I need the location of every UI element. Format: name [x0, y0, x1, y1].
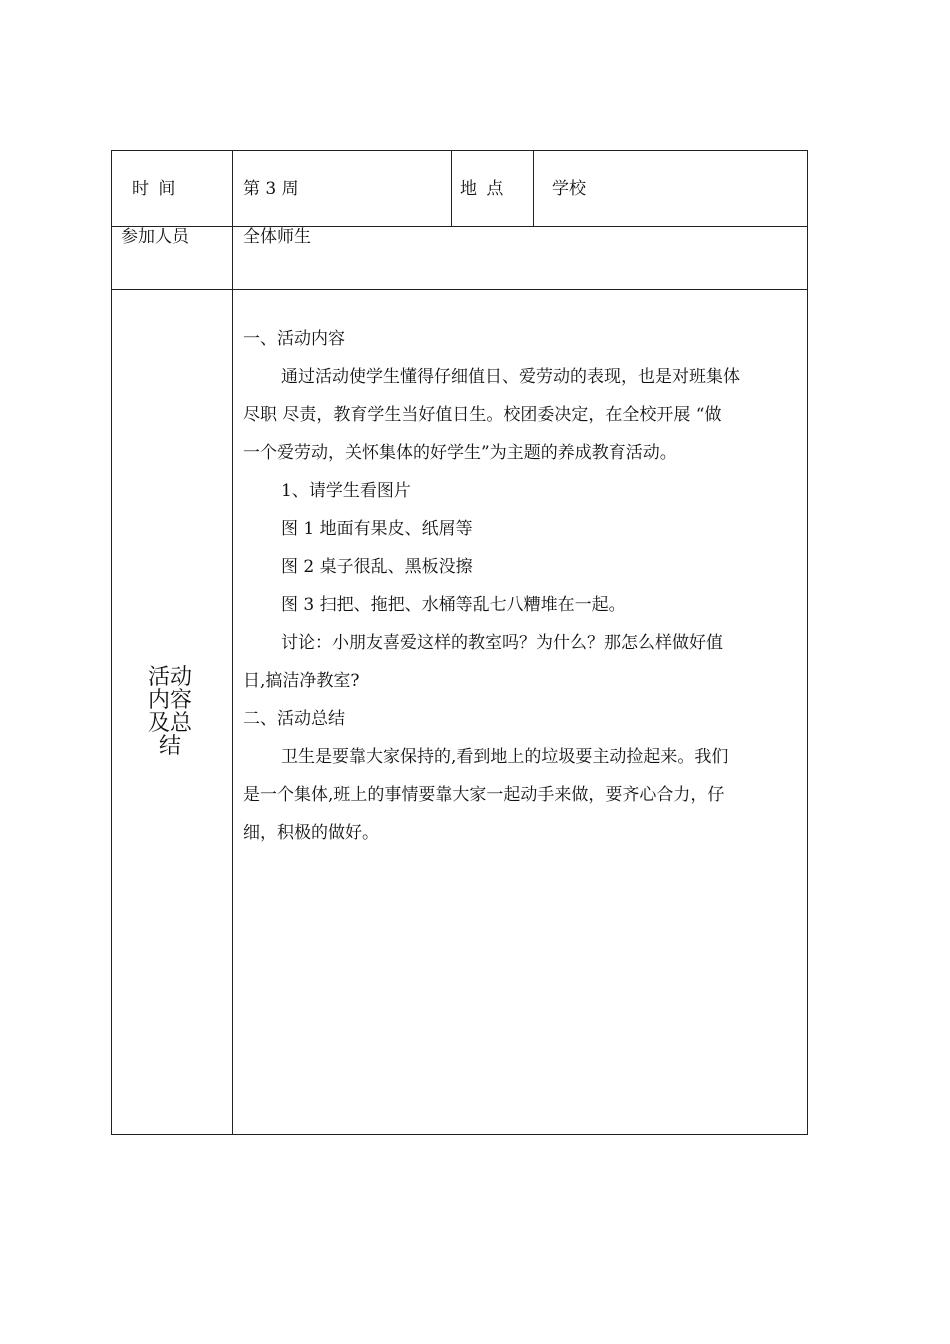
summary-line1: 卫生是要靠大家保持的,看到地上的垃圾要主动捡起来。我们 — [281, 747, 729, 768]
content-row — [112, 290, 808, 1135]
place-value: 学校 — [552, 179, 586, 199]
section1-title: 一、活动内容 — [243, 329, 345, 350]
activity-record-table — [111, 150, 808, 1135]
section2-title: 二、活动总结 — [243, 709, 345, 730]
content-cell — [233, 290, 808, 1135]
participants-value-cell — [233, 227, 808, 290]
section1-para-line2: 尽职 尽责，教育学生当好值日生。校团委决定，在全校开展 “做 — [243, 405, 722, 426]
time-value-cell — [233, 151, 452, 227]
participants-label-cell — [112, 227, 233, 290]
picture2-text: 图 2 桌子很乱、黑板没擦 — [281, 557, 473, 578]
place-label: 地 点 — [460, 179, 506, 199]
section1-para-line1: 通过活动使学生懂得仔细值日、爱劳动的表现，也是对班集体 — [281, 367, 740, 388]
place-value-cell — [534, 151, 808, 227]
time-value: 第 3 周 — [243, 179, 299, 199]
time-label: 时 间 — [132, 179, 178, 199]
participants-row — [112, 227, 808, 290]
picture1-text: 图 1 地面有果皮、纸屑等 — [281, 519, 473, 540]
content-label: 活动内容及总结 — [147, 665, 192, 760]
time-label-cell — [112, 151, 233, 227]
picture3-text: 图 3 扫把、拖把、水桶等乱七八糟堆在一起。 — [281, 595, 626, 616]
section1-para-line3: 一个爱劳动，关怀集体的好学生”为主题的养成教育活动。 — [243, 443, 677, 464]
content-body — [233, 290, 807, 852]
participants-label: 参加人员 — [121, 227, 189, 248]
time-place-row — [112, 151, 808, 227]
content-label-cell — [112, 290, 233, 1135]
summary-line2: 是一个集体,班上的事情要靠大家一起动手来做，要齐心合力，仔 — [243, 785, 725, 806]
step1-text: 1、请学生看图片 — [281, 481, 411, 502]
summary-line3: 细，积极的做好。 — [243, 823, 379, 844]
participants-value: 全体师生 — [243, 227, 311, 248]
discussion-line2: 日,搞洁净教室? — [243, 671, 360, 692]
discussion-line1: 讨论：小朋友喜爱这样的教室吗？为什么？那怎么样做好值 — [281, 633, 723, 654]
place-label-cell — [452, 151, 534, 227]
